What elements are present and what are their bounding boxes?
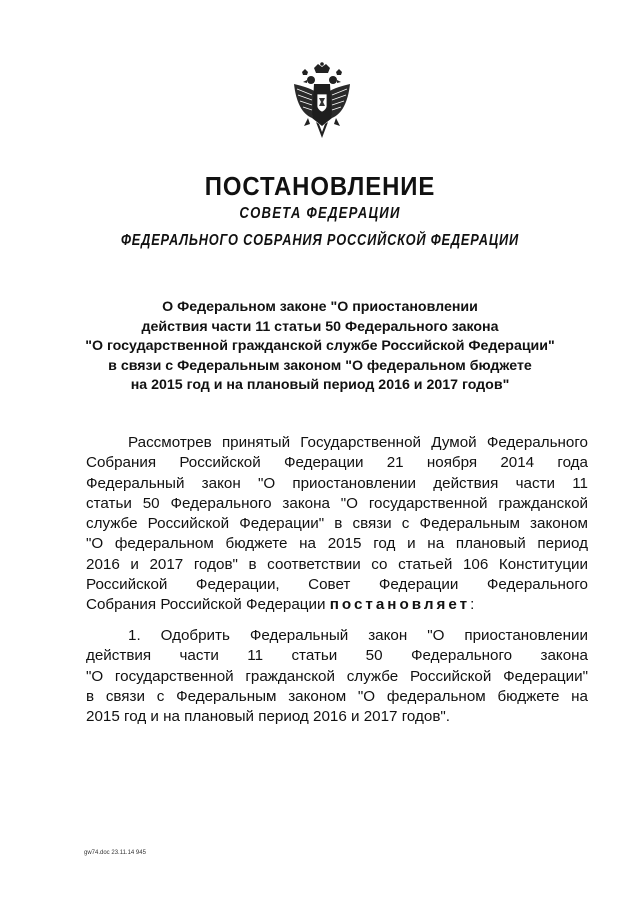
preamble-paragraph (86, 433, 588, 616)
resolves-keyword: постановляет (329, 596, 471, 614)
paragraph-line: действия части 11 статьи 50 Федерального закона (86, 647, 588, 665)
paragraph-line: "О федеральном бюджете на 2015 год и на плановый период (86, 535, 588, 553)
subject-line: О Федеральном законе "О приостановлении (162, 299, 478, 315)
paragraph-line: 1. Одобрить Федеральный закон "О приостановлении (128, 627, 588, 644)
document-subtitle-council: СОВЕТА ФЕДЕРАЦИИ (239, 205, 401, 222)
paragraph-line: "О государственной гражданской службе Российской Федерации" (86, 667, 588, 685)
paragraph-line: Собрания Российской Федерации 21 ноября 2014 года (86, 454, 588, 472)
paragraph-line: Российской Федерации, Совет Федерации Федерального (86, 576, 588, 594)
paragraph-line: 2016 и 2017 годов" в соответствии со статьей 106 Конституции (86, 555, 588, 573)
document-title: ПОСТАНОВЛЕНИЕ (204, 171, 436, 201)
paragraph-colon: : (470, 596, 475, 614)
paragraph-line: в связи с Федеральным законом "О федеральном бюджете на (86, 687, 588, 705)
resolution-subject (60, 298, 580, 396)
subject-line: "О государственной гражданской службе Российской Федерации" (85, 338, 555, 354)
paragraph-line: 2015 год и на плановый период 2016 и 2017 годов". (86, 708, 451, 726)
paragraph-line: Федеральный закон "О приостановлении действия части 11 (86, 474, 588, 492)
coat-of-arms-icon (290, 62, 354, 144)
subject-line: на 2015 год и на плановый период 2016 и 2017 годов" (130, 377, 510, 393)
subject-line: действия части 11 статьи 50 Федерального закона (141, 318, 499, 335)
paragraph-line: статьи 50 Федерального закона "О государственной гражданской (86, 494, 588, 512)
resolution-item-1 (86, 626, 588, 727)
paragraph-line: службе Российской Федерации" в связи с Федеральным законом (86, 515, 588, 533)
paragraph-line: Рассмотрев принятый Государственной Думой Федерального (128, 434, 588, 451)
subject-line: в связи с Федеральным законом "О федеральном бюджете (108, 357, 532, 374)
paragraph-line-text: Собрания Российской Федерации (86, 596, 326, 614)
paragraph-last-line (86, 595, 588, 615)
document-subtitle-assembly: ФЕДЕРАЛЬНОГО СОБРАНИЯ РОССИЙСКОЙ ФЕДЕРАЦИИ (121, 232, 519, 249)
document-stamp: gw74.doc 23.11.14 945 (84, 850, 146, 856)
